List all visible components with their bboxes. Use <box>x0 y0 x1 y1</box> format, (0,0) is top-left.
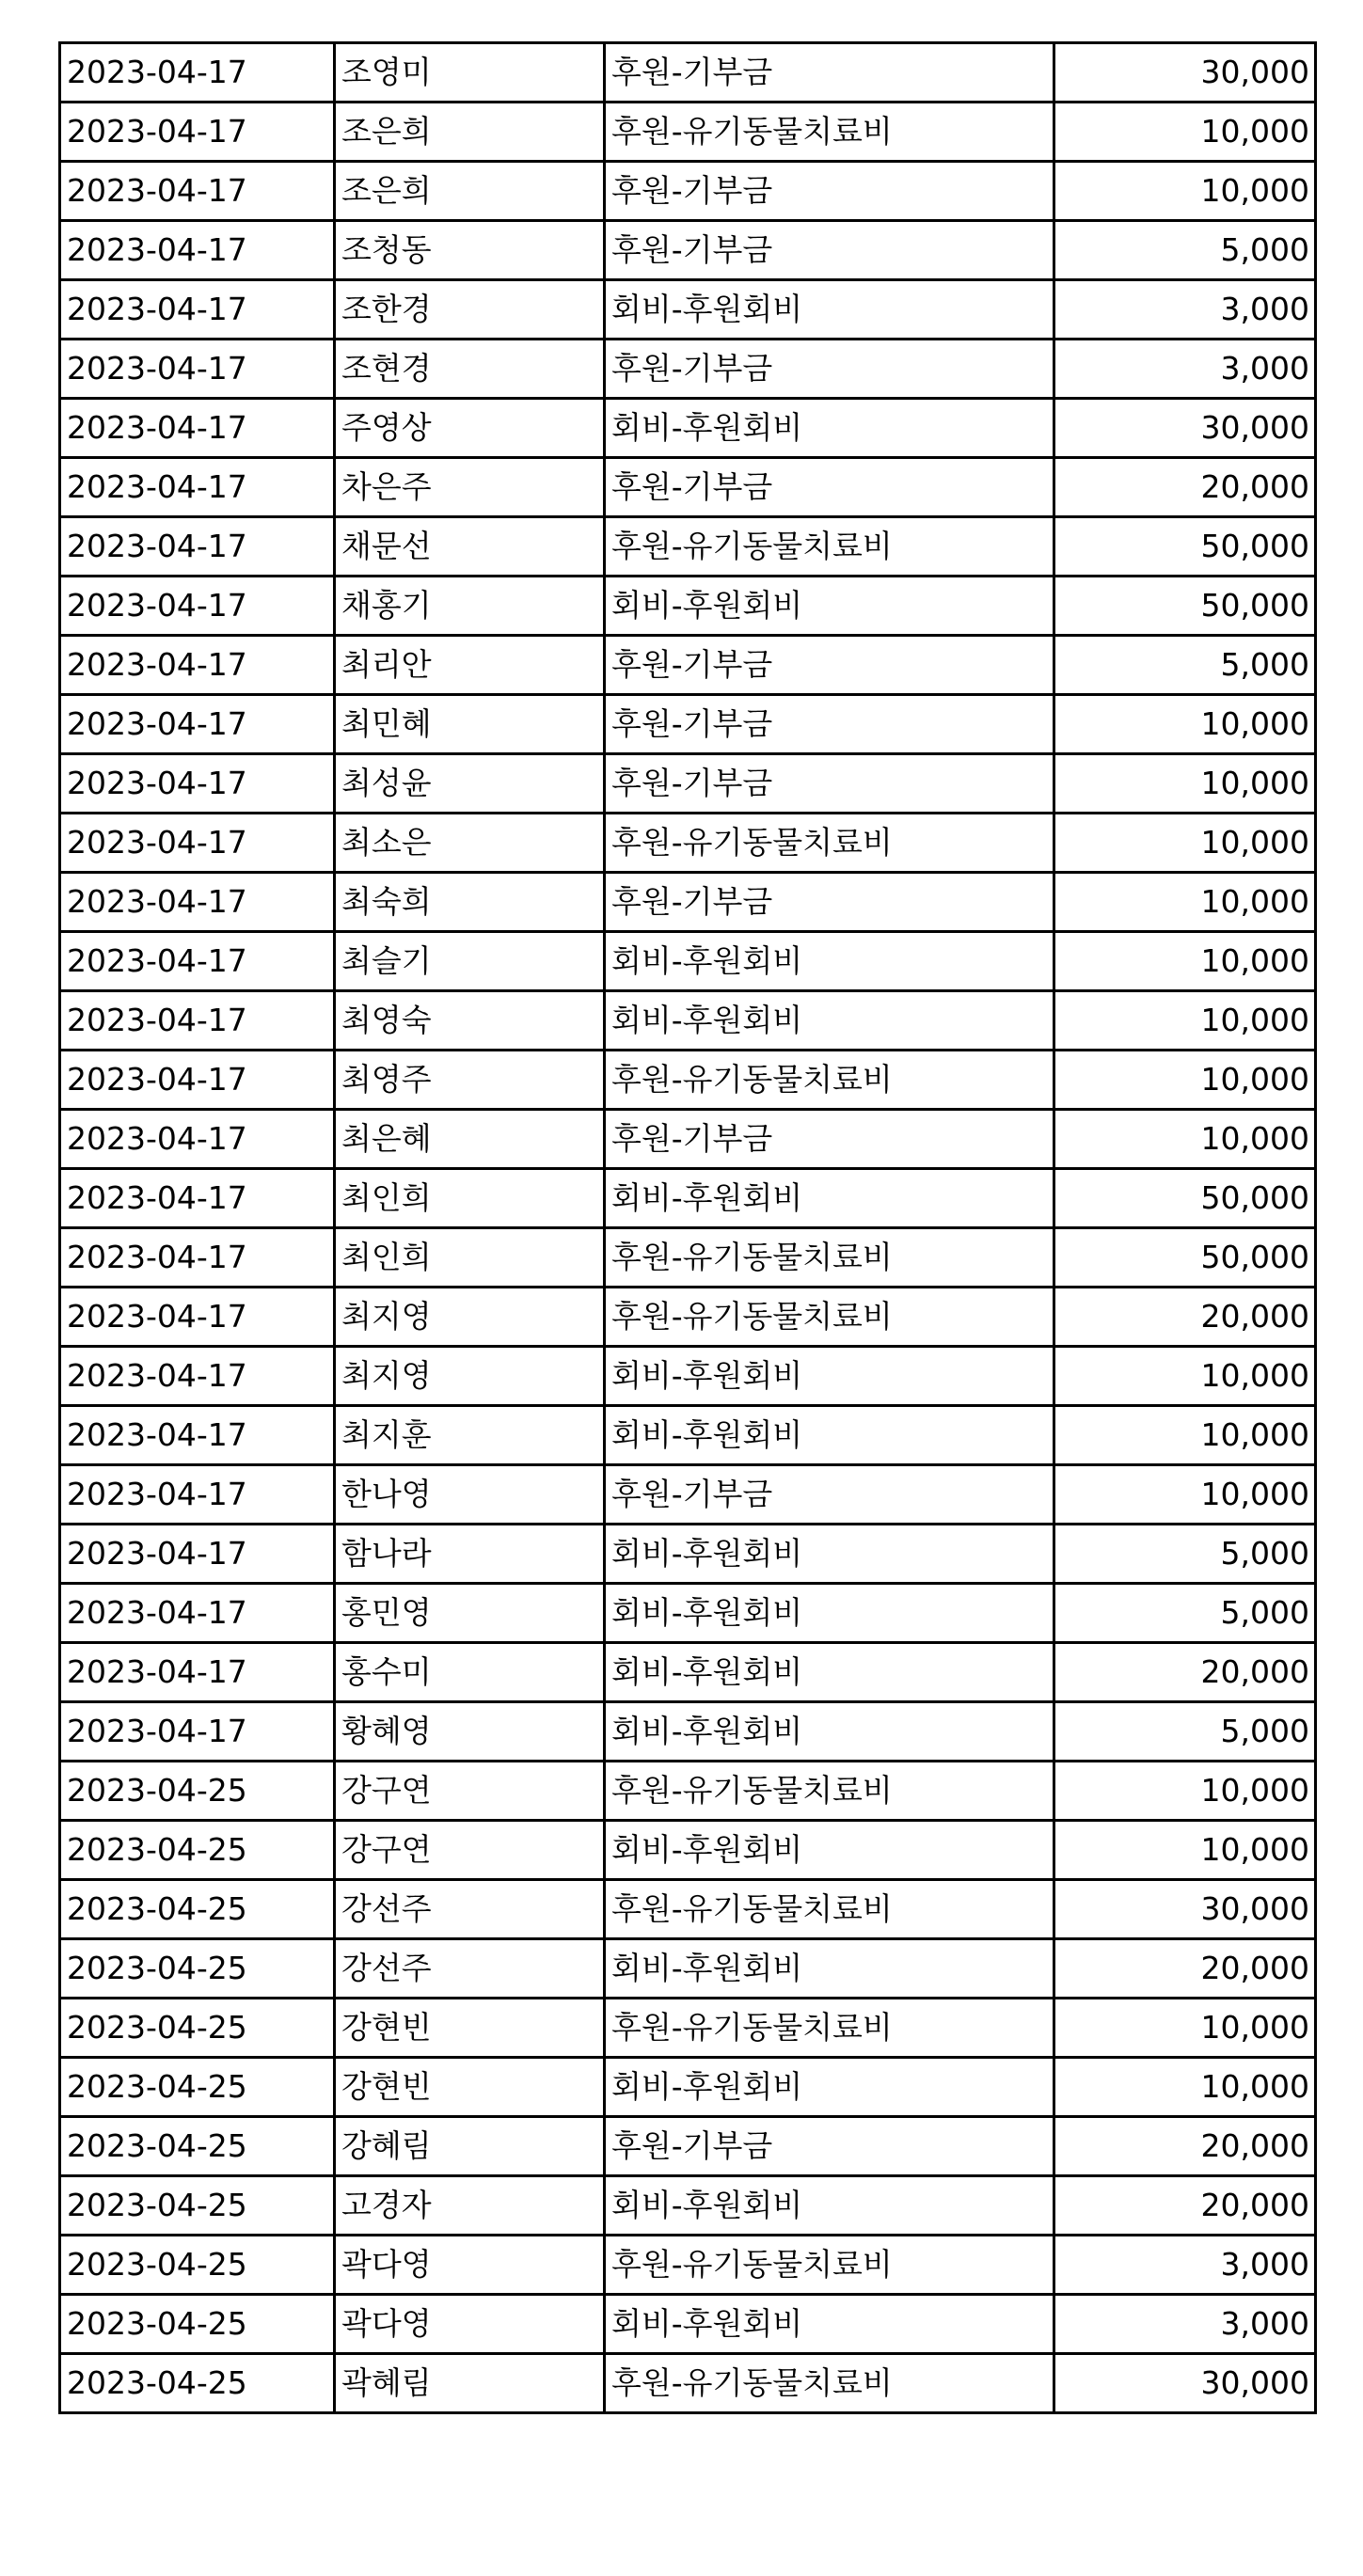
date-cell: 2023-04-17 <box>60 695 335 754</box>
category-cell: 회비-후원회비 <box>605 1169 1054 1228</box>
date-cell: 2023-04-17 <box>60 1643 335 1702</box>
category-cell: 회비-후원회비 <box>605 2295 1054 2354</box>
amount-cell: 3,000 <box>1054 340 1316 399</box>
amount-cell: 3,000 <box>1054 280 1316 340</box>
name-cell: 함나라 <box>335 1525 605 1584</box>
table-row <box>60 1702 1316 1762</box>
amount-cell: 50,000 <box>1054 1228 1316 1288</box>
table-row <box>60 43 1316 103</box>
category-cell: 후원-기부금 <box>605 162 1054 221</box>
amount-cell: 20,000 <box>1054 2117 1316 2176</box>
table-row <box>60 1999 1316 2058</box>
table-row <box>60 932 1316 991</box>
amount-cell: 3,000 <box>1054 2295 1316 2354</box>
date-cell: 2023-04-25 <box>60 2117 335 2176</box>
category-cell: 후원-기부금 <box>605 636 1054 695</box>
date-cell: 2023-04-17 <box>60 873 335 932</box>
date-cell: 2023-04-17 <box>60 1288 335 1347</box>
name-cell: 홍민영 <box>335 1584 605 1643</box>
name-cell: 곽다영 <box>335 2236 605 2295</box>
name-cell: 조한경 <box>335 280 605 340</box>
table-row <box>60 1525 1316 1584</box>
amount-cell: 10,000 <box>1054 1406 1316 1465</box>
date-cell: 2023-04-17 <box>60 1051 335 1110</box>
date-cell: 2023-04-17 <box>60 43 335 103</box>
table-row <box>60 2058 1316 2117</box>
date-cell: 2023-04-17 <box>60 458 335 517</box>
name-cell: 조현경 <box>335 340 605 399</box>
name-cell: 고경자 <box>335 2176 605 2236</box>
date-cell: 2023-04-17 <box>60 162 335 221</box>
name-cell: 최지영 <box>335 1347 605 1406</box>
amount-cell: 10,000 <box>1054 814 1316 873</box>
table-row <box>60 517 1316 577</box>
name-cell: 최영주 <box>335 1051 605 1110</box>
name-cell: 최은혜 <box>335 1110 605 1169</box>
category-cell: 후원-유기동물치료비 <box>605 517 1054 577</box>
name-cell: 강구연 <box>335 1821 605 1880</box>
table-row <box>60 2295 1316 2354</box>
category-cell: 후원-유기동물치료비 <box>605 2236 1054 2295</box>
name-cell: 곽혜림 <box>335 2354 605 2413</box>
category-cell: 회비-후원회비 <box>605 1702 1054 1762</box>
amount-cell: 10,000 <box>1054 1347 1316 1406</box>
category-cell: 후원-기부금 <box>605 754 1054 814</box>
amount-cell: 10,000 <box>1054 103 1316 162</box>
category-cell: 회비-후원회비 <box>605 2058 1054 2117</box>
date-cell: 2023-04-17 <box>60 340 335 399</box>
table-row <box>60 1465 1316 1525</box>
date-cell: 2023-04-17 <box>60 636 335 695</box>
category-cell: 후원-기부금 <box>605 873 1054 932</box>
date-cell: 2023-04-17 <box>60 1347 335 1406</box>
date-cell: 2023-04-17 <box>60 1169 335 1228</box>
amount-cell: 10,000 <box>1054 932 1316 991</box>
table-row <box>60 458 1316 517</box>
category-cell: 회비-후원회비 <box>605 1347 1054 1406</box>
amount-cell: 30,000 <box>1054 1880 1316 1939</box>
table-row <box>60 162 1316 221</box>
category-cell: 후원-유기동물치료비 <box>605 1051 1054 1110</box>
amount-cell: 20,000 <box>1054 2176 1316 2236</box>
name-cell: 주영상 <box>335 399 605 458</box>
table-row <box>60 1110 1316 1169</box>
name-cell: 조은희 <box>335 162 605 221</box>
ledger-table-body <box>60 43 1316 2413</box>
table-row <box>60 814 1316 873</box>
table-row <box>60 754 1316 814</box>
table-row <box>60 1228 1316 1288</box>
table-row <box>60 577 1316 636</box>
category-cell: 후원-기부금 <box>605 43 1054 103</box>
table-row <box>60 695 1316 754</box>
table-row <box>60 991 1316 1051</box>
amount-cell: 10,000 <box>1054 1465 1316 1525</box>
name-cell: 최리안 <box>335 636 605 695</box>
name-cell: 채홍기 <box>335 577 605 636</box>
date-cell: 2023-04-17 <box>60 1228 335 1288</box>
table-row <box>60 636 1316 695</box>
category-cell: 회비-후원회비 <box>605 577 1054 636</box>
amount-cell: 20,000 <box>1054 1643 1316 1702</box>
date-cell: 2023-04-17 <box>60 1525 335 1584</box>
table-row <box>60 1406 1316 1465</box>
date-cell: 2023-04-17 <box>60 103 335 162</box>
date-cell: 2023-04-17 <box>60 814 335 873</box>
category-cell: 회비-후원회비 <box>605 932 1054 991</box>
amount-cell: 10,000 <box>1054 754 1316 814</box>
name-cell: 한나영 <box>335 1465 605 1525</box>
name-cell: 강현빈 <box>335 2058 605 2117</box>
date-cell: 2023-04-25 <box>60 2236 335 2295</box>
date-cell: 2023-04-17 <box>60 1406 335 1465</box>
date-cell: 2023-04-17 <box>60 991 335 1051</box>
category-cell: 후원-기부금 <box>605 2117 1054 2176</box>
amount-cell: 50,000 <box>1054 517 1316 577</box>
table-row <box>60 1169 1316 1228</box>
category-cell: 회비-후원회비 <box>605 399 1054 458</box>
name-cell: 차은주 <box>335 458 605 517</box>
category-cell: 회비-후원회비 <box>605 1406 1054 1465</box>
amount-cell: 50,000 <box>1054 1169 1316 1228</box>
date-cell: 2023-04-17 <box>60 399 335 458</box>
date-cell: 2023-04-17 <box>60 1110 335 1169</box>
date-cell: 2023-04-25 <box>60 1939 335 1999</box>
category-cell: 회비-후원회비 <box>605 991 1054 1051</box>
amount-cell: 10,000 <box>1054 1051 1316 1110</box>
name-cell: 황혜영 <box>335 1702 605 1762</box>
name-cell: 최숙희 <box>335 873 605 932</box>
amount-cell: 10,000 <box>1054 2058 1316 2117</box>
category-cell: 후원-기부금 <box>605 221 1054 280</box>
name-cell: 최인희 <box>335 1228 605 1288</box>
date-cell: 2023-04-25 <box>60 2176 335 2236</box>
name-cell: 강현빈 <box>335 1999 605 2058</box>
name-cell: 조청동 <box>335 221 605 280</box>
table-row <box>60 1288 1316 1347</box>
date-cell: 2023-04-25 <box>60 2058 335 2117</box>
amount-cell: 10,000 <box>1054 1762 1316 1821</box>
date-cell: 2023-04-17 <box>60 280 335 340</box>
amount-cell: 5,000 <box>1054 636 1316 695</box>
name-cell: 홍수미 <box>335 1643 605 1702</box>
table-row <box>60 2236 1316 2295</box>
amount-cell: 5,000 <box>1054 1702 1316 1762</box>
table-row <box>60 1347 1316 1406</box>
table-row <box>60 103 1316 162</box>
amount-cell: 20,000 <box>1054 1288 1316 1347</box>
table-row <box>60 221 1316 280</box>
amount-cell: 30,000 <box>1054 43 1316 103</box>
name-cell: 최지영 <box>335 1288 605 1347</box>
category-cell: 회비-후원회비 <box>605 1939 1054 1999</box>
date-cell: 2023-04-25 <box>60 1821 335 1880</box>
amount-cell: 30,000 <box>1054 2354 1316 2413</box>
category-cell: 회비-후원회비 <box>605 280 1054 340</box>
category-cell: 후원-기부금 <box>605 458 1054 517</box>
date-cell: 2023-04-25 <box>60 2295 335 2354</box>
name-cell: 최슬기 <box>335 932 605 991</box>
category-cell: 후원-기부금 <box>605 695 1054 754</box>
name-cell: 최성윤 <box>335 754 605 814</box>
donation-ledger-table <box>58 41 1317 2414</box>
category-cell: 후원-유기동물치료비 <box>605 103 1054 162</box>
date-cell: 2023-04-17 <box>60 1584 335 1643</box>
amount-cell: 5,000 <box>1054 1525 1316 1584</box>
name-cell: 곽다영 <box>335 2295 605 2354</box>
table-row <box>60 2117 1316 2176</box>
date-cell: 2023-04-17 <box>60 517 335 577</box>
amount-cell: 3,000 <box>1054 2236 1316 2295</box>
table-row <box>60 1051 1316 1110</box>
name-cell: 강구연 <box>335 1762 605 1821</box>
ledger-sheet <box>58 41 1314 2414</box>
category-cell: 후원-기부금 <box>605 1465 1054 1525</box>
amount-cell: 20,000 <box>1054 1939 1316 1999</box>
name-cell: 최인희 <box>335 1169 605 1228</box>
category-cell: 후원-기부금 <box>605 340 1054 399</box>
date-cell: 2023-04-17 <box>60 577 335 636</box>
category-cell: 회비-후원회비 <box>605 1584 1054 1643</box>
amount-cell: 10,000 <box>1054 1999 1316 2058</box>
category-cell: 후원-유기동물치료비 <box>605 1762 1054 1821</box>
amount-cell: 5,000 <box>1054 1584 1316 1643</box>
category-cell: 후원-유기동물치료비 <box>605 2354 1054 2413</box>
amount-cell: 10,000 <box>1054 873 1316 932</box>
table-row <box>60 1821 1316 1880</box>
name-cell: 조은희 <box>335 103 605 162</box>
name-cell: 최민혜 <box>335 695 605 754</box>
name-cell: 최소은 <box>335 814 605 873</box>
table-row <box>60 2354 1316 2413</box>
date-cell: 2023-04-25 <box>60 1880 335 1939</box>
name-cell: 강선주 <box>335 1880 605 1939</box>
table-row <box>60 1584 1316 1643</box>
name-cell: 최영숙 <box>335 991 605 1051</box>
category-cell: 후원-기부금 <box>605 1110 1054 1169</box>
category-cell: 회비-후원회비 <box>605 1821 1054 1880</box>
date-cell: 2023-04-17 <box>60 932 335 991</box>
table-row <box>60 1880 1316 1939</box>
amount-cell: 10,000 <box>1054 1821 1316 1880</box>
category-cell: 후원-유기동물치료비 <box>605 1999 1054 2058</box>
date-cell: 2023-04-25 <box>60 2354 335 2413</box>
name-cell: 조영미 <box>335 43 605 103</box>
amount-cell: 10,000 <box>1054 991 1316 1051</box>
category-cell: 후원-유기동물치료비 <box>605 1288 1054 1347</box>
name-cell: 채문선 <box>335 517 605 577</box>
category-cell: 회비-후원회비 <box>605 1643 1054 1702</box>
date-cell: 2023-04-25 <box>60 1762 335 1821</box>
table-row <box>60 280 1316 340</box>
amount-cell: 20,000 <box>1054 458 1316 517</box>
category-cell: 회비-후원회비 <box>605 2176 1054 2236</box>
table-row <box>60 1939 1316 1999</box>
name-cell: 강선주 <box>335 1939 605 1999</box>
table-row <box>60 2176 1316 2236</box>
date-cell: 2023-04-17 <box>60 1702 335 1762</box>
table-row <box>60 1643 1316 1702</box>
name-cell: 강혜림 <box>335 2117 605 2176</box>
amount-cell: 50,000 <box>1054 577 1316 636</box>
category-cell: 후원-유기동물치료비 <box>605 1228 1054 1288</box>
table-row <box>60 340 1316 399</box>
amount-cell: 30,000 <box>1054 399 1316 458</box>
amount-cell: 10,000 <box>1054 162 1316 221</box>
date-cell: 2023-04-17 <box>60 754 335 814</box>
table-row <box>60 1762 1316 1821</box>
date-cell: 2023-04-17 <box>60 1465 335 1525</box>
category-cell: 후원-유기동물치료비 <box>605 1880 1054 1939</box>
amount-cell: 10,000 <box>1054 695 1316 754</box>
category-cell: 회비-후원회비 <box>605 1525 1054 1584</box>
date-cell: 2023-04-17 <box>60 221 335 280</box>
name-cell: 최지훈 <box>335 1406 605 1465</box>
table-row <box>60 399 1316 458</box>
amount-cell: 10,000 <box>1054 1110 1316 1169</box>
date-cell: 2023-04-25 <box>60 1999 335 2058</box>
table-row <box>60 873 1316 932</box>
category-cell: 후원-유기동물치료비 <box>605 814 1054 873</box>
amount-cell: 5,000 <box>1054 221 1316 280</box>
